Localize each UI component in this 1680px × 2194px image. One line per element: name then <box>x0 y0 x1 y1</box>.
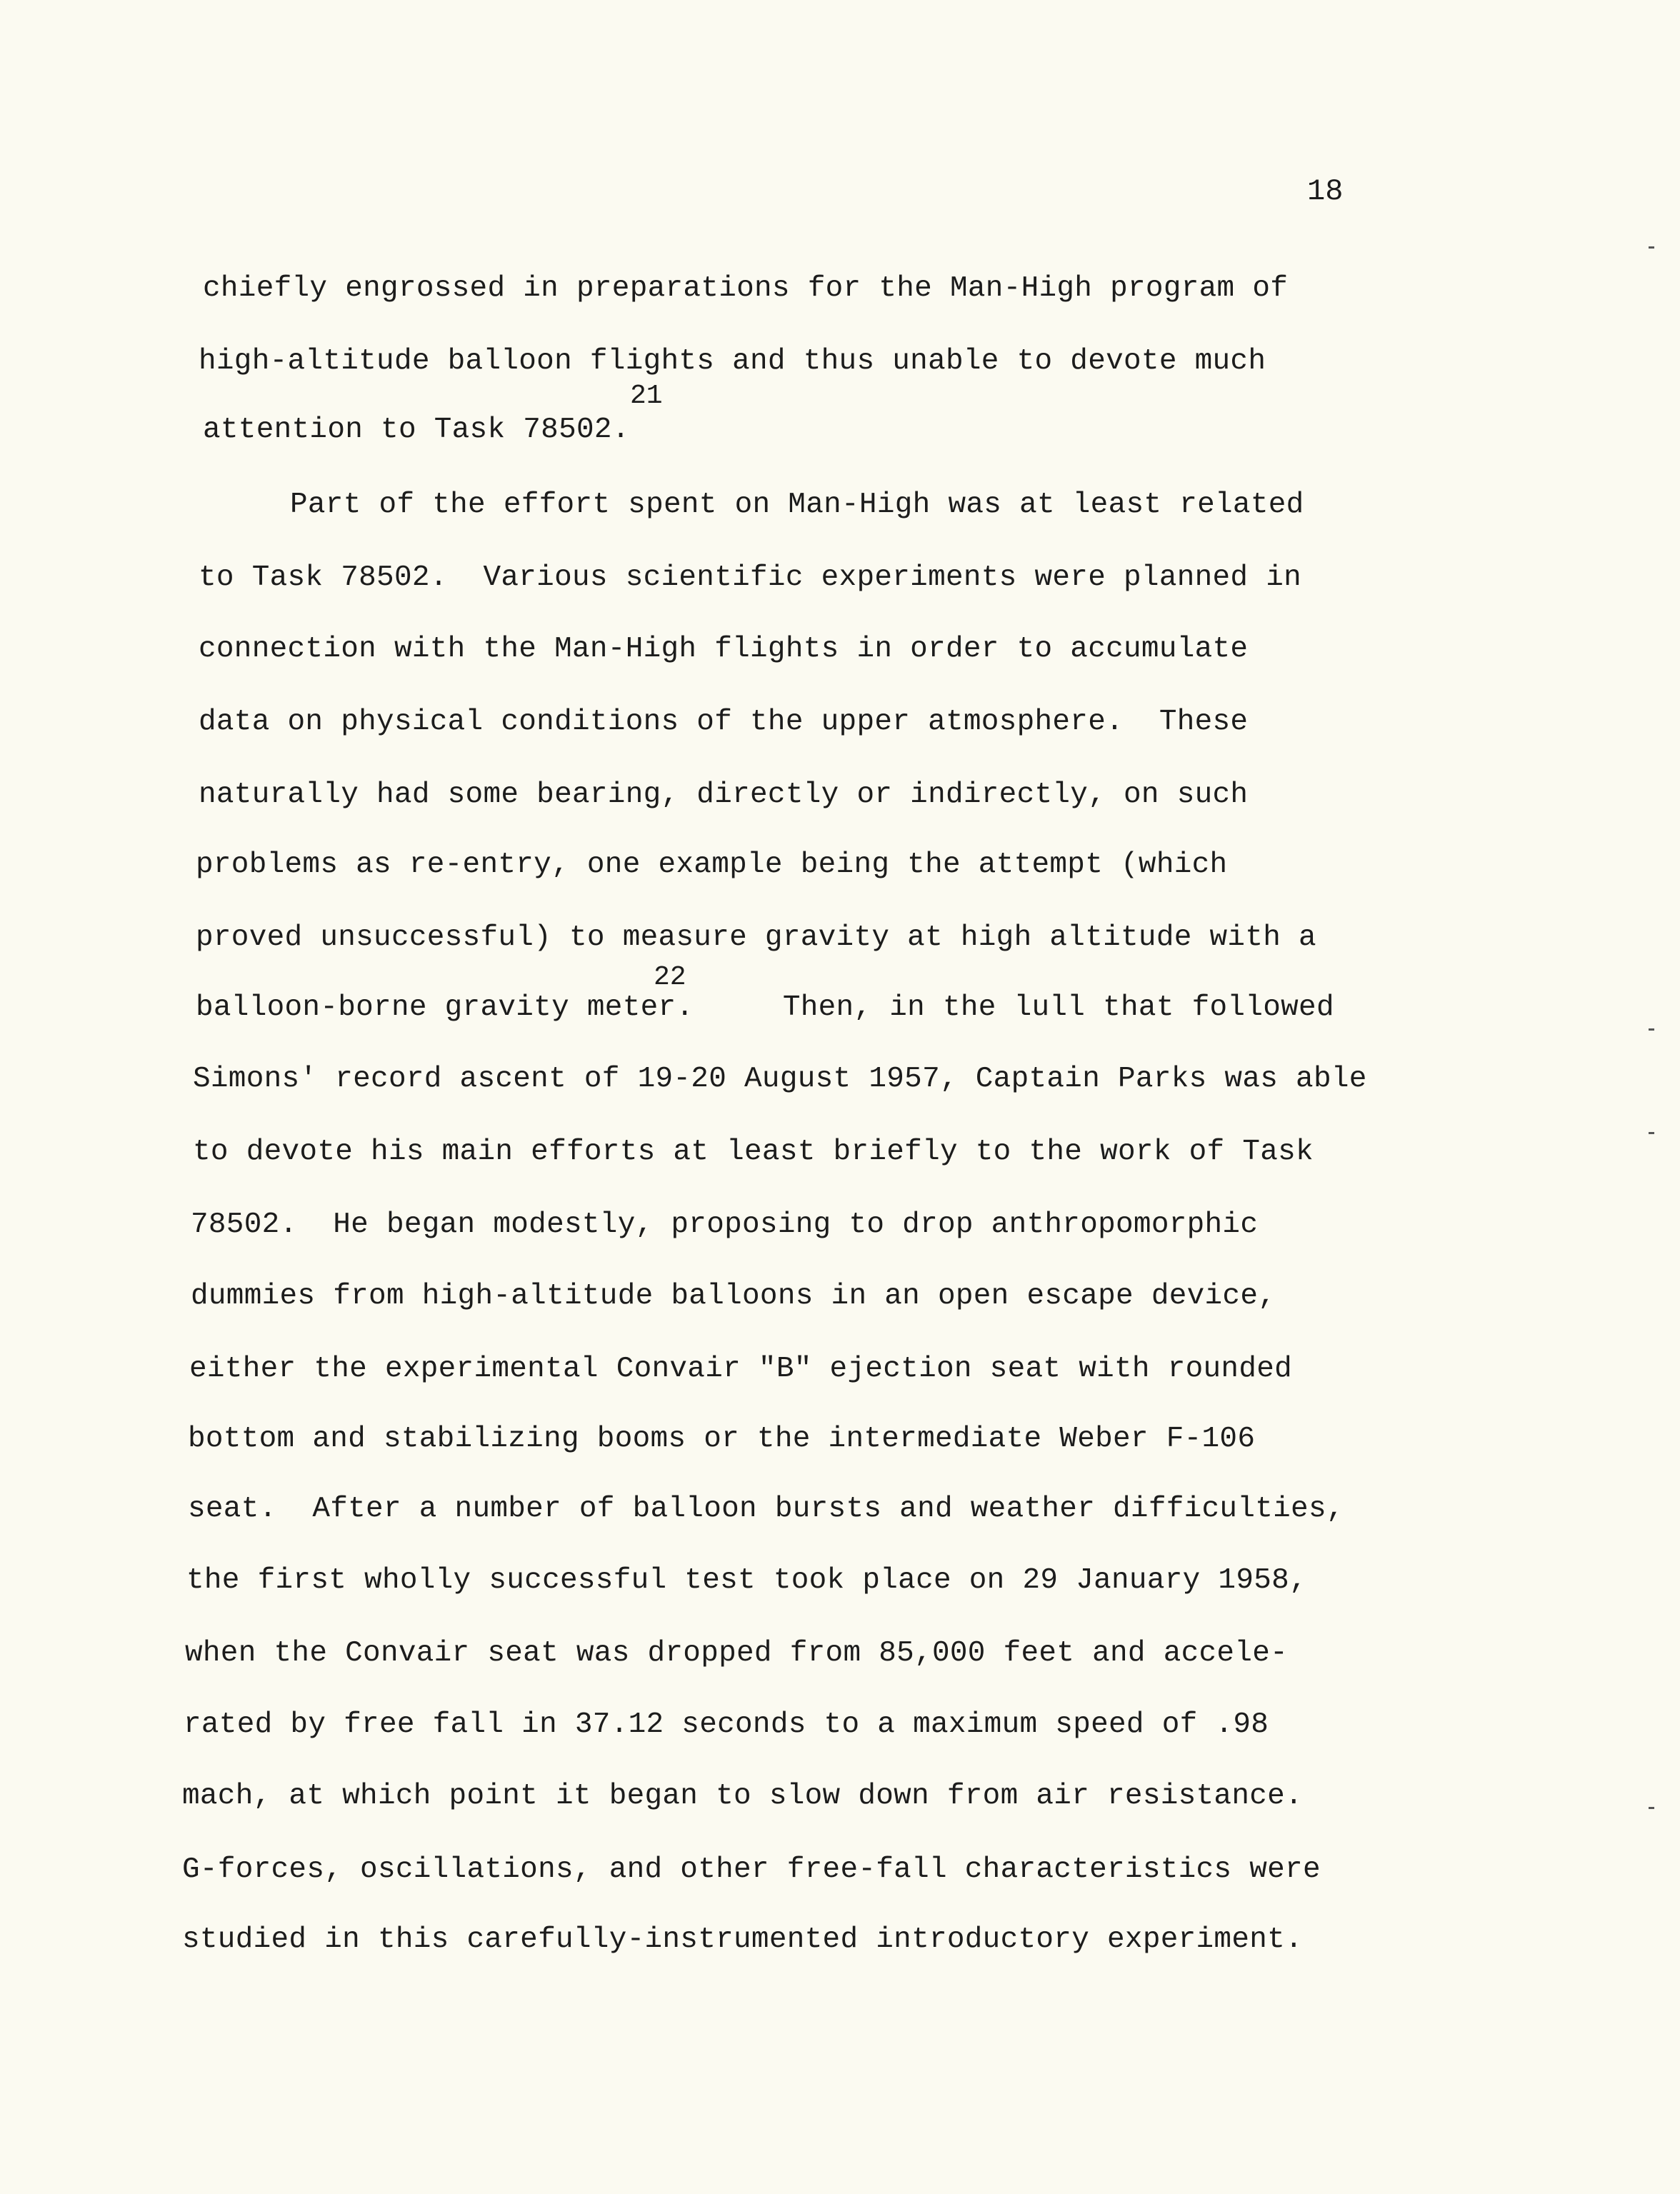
text-line: seat. After a number of balloon bursts and weather difficulties, <box>188 1493 1344 1526</box>
text-line: proved unsuccessful) to measure gravity at high altitude with a <box>196 921 1316 954</box>
text-line: either the experimental Convair "B" ejection seat with rounded <box>189 1353 1293 1386</box>
page-number: 18 <box>1307 174 1344 209</box>
text-line: problems as re-entry, one example being the attempt (which <box>196 848 1228 881</box>
text-line: to devote his main efforts at least briefly to the work of Task <box>193 1136 1314 1168</box>
margin-mark <box>1649 246 1654 249</box>
text-line: chiefly engrossed in preparations for the Man-High program of <box>203 272 1289 305</box>
text-line: rated by free fall in 37.12 seconds to a maximum speed of .98 <box>184 1708 1269 1741</box>
text-line: G-forces, oscillations, and other free-fall characteristics were <box>182 1853 1321 1886</box>
text-line: to Task 78502. Various scientific experiments were planned in <box>199 561 1302 594</box>
text-line: when the Convair seat was dropped from 85,000 feet and accele- <box>185 1637 1289 1670</box>
text-line: dummies from high-altitude balloons in an open escape device, <box>191 1280 1276 1313</box>
margin-mark <box>1649 1028 1654 1031</box>
text-line: data on physical conditions of the upper atmosphere. These <box>199 706 1249 738</box>
text-line: Simons' record ascent of 19-20 August 1957, Captain Parks was able <box>193 1063 1367 1096</box>
text-line: studied in this carefully-instrumented introductory experiment. <box>182 1923 1303 1956</box>
text-line: connection with the Man-High flights in order to accumulate <box>199 633 1249 666</box>
footnote-ref-22: 22 <box>654 962 686 993</box>
text-line: naturally had some bearing, directly or indirectly, on such <box>199 778 1249 811</box>
text-line: 78502. He began modestly, proposing to drop anthropomorphic <box>191 1208 1259 1241</box>
text-line: bottom and stabilizing booms or the intermediate Weber F-106 <box>188 1423 1256 1456</box>
text-line: the first wholly successful test took place on 29 January 1958, <box>186 1564 1307 1597</box>
footnote-ref-21: 21 <box>630 381 663 411</box>
text-line: balloon-borne gravity meter. Then, in the lull that followed <box>196 991 1334 1024</box>
text-line: mach, at which point it began to slow down from air resistance. <box>182 1780 1303 1813</box>
margin-mark <box>1649 1132 1654 1134</box>
text-line: high-altitude balloon flights and thus unable to devote much <box>199 345 1266 378</box>
text-line: Part of the effort spent on Man-High was at least related <box>290 489 1304 521</box>
margin-mark <box>1649 1807 1654 1809</box>
text-line: attention to Task 78502. <box>203 414 630 446</box>
